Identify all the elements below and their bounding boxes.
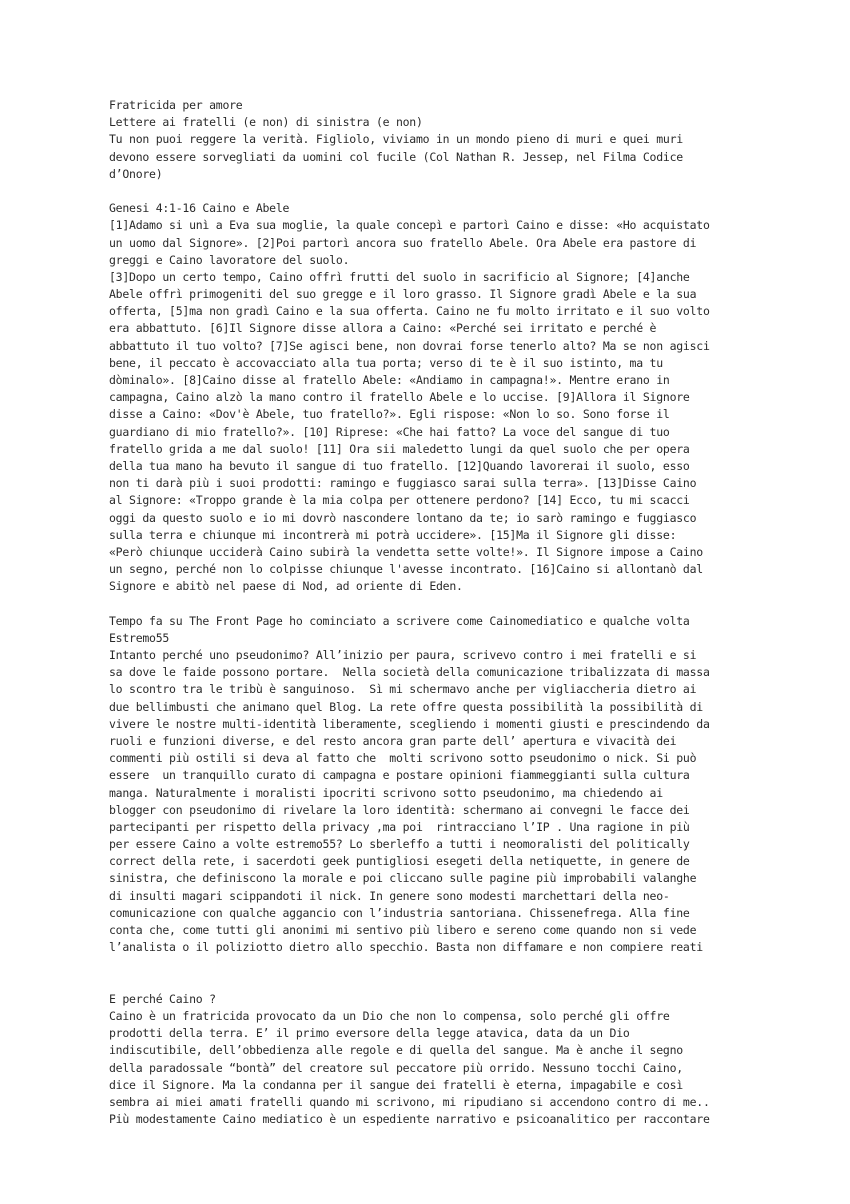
text-line: al Signore: «Troppo grande è la mia colpa per ottenere perdono? [14] Ecco, tu mi scacci [109, 493, 690, 508]
text-line: comunicazione con qualche aggancio con l’industria santoriana. Chissenefrega. Alla fine [109, 905, 690, 920]
paragraph-gap [109, 956, 749, 990]
text-line: blogger con pseudonimo di rivelare la loro identità: schermano ai convegni le facce dei [109, 802, 690, 817]
paragraph-gap [109, 183, 749, 200]
text-line: Abele offrì primogeniti del suo gregge e il loro grasso. Il Signore gradì Abele e la sua [109, 287, 697, 302]
text-line: abbattuto il tuo volto? [7]Se agisci bene, non dovrai forse tenerlo alto? Ma se non agisci [109, 338, 710, 353]
text-line: Più modestamente Caino mediatico è un espediente narrativo e psicoanalitico per raccontare [109, 1112, 710, 1127]
text-line: ruoli e funzioni diverse, e del resto ancora gran parte dell’ apertura e vivacità dei [109, 733, 677, 748]
text-line: [3]Dopo un certo tempo, Caino offrì frutti del suolo in sacrificio al Signore; [4]anche [109, 269, 690, 284]
text-line: della tua mano ha bevuto il sangue di tuo fratello. [12]Quando lavorerai il suolo, esso [109, 458, 690, 473]
epigraph-line: Tu non puoi reggere la verità. Figliolo, viviamo in un mondo pieno di muri e quei muri [109, 132, 683, 147]
text-line: l’analista o il poliziotto dietro allo specchio. Basta non diffamare e non compiere reati [109, 940, 703, 955]
paragraph-gap [109, 595, 749, 612]
section-heading: Genesi 4:1-16 Caino e Abele [109, 201, 290, 216]
document-title: Fratricida per amore [109, 98, 243, 112]
text-line: campagna, Caino alzò la mano contro il fratello Abele e lo uccise. [9]Allora il Signore [109, 390, 690, 405]
text-line: Caino è un fratricida provocato da un Dio che non lo compensa, solo perché gli offre [109, 1008, 670, 1023]
text-line: era abbattuto. [6]Il Signore disse allora a Caino: «Perché sei irritato e perché è [109, 321, 657, 336]
text-line: correct della rete, i sacerdoti geek puntigliosi esegeti della netiquette, in genere de [109, 854, 690, 869]
text-line: commenti più ostili si deva al fatto che molti scrivono sotto pseudonimo o nick. Si può [109, 751, 697, 766]
text-line: greggi e Caino lavoratore del suolo. [109, 252, 350, 267]
text-line: dice il Signore. Ma la condanna per il sangue dei fratelli è eterna, impagabile e così [109, 1077, 683, 1092]
text-line: partecipanti per rispetto della privacy ,ma poi rintracciano l’IP . Una ragione in più [109, 819, 690, 834]
text-line: bene, il peccato è accovacciato alla tua porta; verso di te è il suo istinto, ma tu [109, 355, 663, 370]
text-line: conta che, come tutti gli anonimi mi sentivo più libero e sereno come quando non si vede [109, 923, 697, 937]
text-line: disse a Caino: «Dov'è Abele, tuo fratello?». Egli rispose: «Non lo so. Sono forse il [109, 407, 670, 422]
caino-section [109, 991, 749, 1129]
text-line: due bellimbusti che animano quel Blog. La rete offre questa possibilità la possibilità di [109, 699, 703, 714]
text-line: offerta, [5]ma non gradì Caino e la sua offerta. Caino ne fu molto irritato e il suo volto [109, 304, 710, 319]
text-line: sa dove le faide possono portare. Nella società della comunicazione tribalizzata di massa [109, 665, 710, 680]
genesis-section [109, 200, 749, 595]
text-line: un segno, perché non lo colpisse chiunque l'avesse incontrato. [16]Caino si allontanò dal [109, 562, 703, 577]
text-line: guardiano di mio fratello?». [10] Riprese: «Che hai fatto? La voce del sangue di tuo [109, 424, 670, 439]
text-line: sembra ai miei amati fratelli quando mi scrivono, mi ripudiano si accendono contro di me.. [109, 1094, 710, 1109]
text-line: dòminalo». [8]Caino disse al fratello Abele: «Andiamo in campagna!». Mentre erano in [109, 373, 670, 387]
text-line: Signore e abitò nel paese di Nod, ad oriente di Eden. [109, 579, 463, 594]
text-line: fratello grida a me dal suolo! [11] Ora sii maledetto lungi da quel suolo che per opera [109, 441, 690, 456]
document-subtitle: Lettere ai fratelli (e non) di sinistra (e non) [109, 115, 423, 130]
text-line: sinistra, che definiscono la morale e poi cliccano sulle pagine più improbabili valanghe [109, 871, 697, 886]
text-line: Tempo fa su The Front Page ho cominciato a scrivere come Cainomediatico e qualche volta [109, 613, 690, 628]
text-line: oggi da questo suolo e io mi dovrò nascondere lontano da te; io sarò ramingo e fuggiasco [109, 510, 697, 525]
epigraph-line: devono essere sorvegliati da uomini col fucile (Col Nathan R. Jessep, nel Filma Codice [109, 149, 683, 164]
text-line: lo scontro tra le tribù è sanguinoso. Sì mi schermavo anche per vigliaccheria dietro ai [109, 682, 697, 697]
text-line: vivere le nostre multi-identità liberamente, scegliendo i momenti giusti e prescindendo da [109, 716, 710, 731]
text-line: non ti darà più i suoi prodotti: ramingo e fuggiasco sarai sulla terra». [13]Disse Caino [109, 476, 697, 491]
text-line: essere un tranquillo curato di campagna e postare opinioni fiammeggianti sulla cultura [109, 768, 690, 783]
text-line: un uomo dal Signore». [2]Poi partorì ancora suo fratello Abele. Ora Abele era pastore di [109, 235, 697, 250]
text-line: Intanto perché uno pseudonimo? All’inizio per paura, scrivevo contro i mei fratelli e si [109, 648, 697, 662]
text-line: sulla terra e chiunque mi incontrerà mi potrà uccidere». [15]Ma il Signore gli disse: [109, 527, 677, 542]
text-line: della paradossale “bontà” del creatore sul peccatore più orrido. Nessuno tocchi Caino, [109, 1060, 683, 1075]
text-line: indiscutibile, dell’obbedienza alle regole e di quella del sangue. Ma è anche il segno [109, 1043, 683, 1058]
title-block [109, 97, 749, 183]
text-line: di insulti magari scippandoti il nick. In genere sono modesti marchettari della neo- [109, 888, 670, 903]
pseudonym-section [109, 613, 749, 957]
text-line: prodotti della terra. E’ il primo eversore della legge atavica, data da un Dio [109, 1026, 630, 1041]
text-line: per essere Caino a volte estremo55? Lo sberleffo a tutti i neomoralisti del politically [109, 837, 690, 852]
document-body [109, 97, 749, 1128]
text-line: [1]Adamo si unì a Eva sua moglie, la quale concepì e partorì Caino e disse: «Ho acquistato [109, 218, 710, 233]
text-line: «Però chiunque ucciderà Caino subirà la vendetta sette volte!». Il Signore impose a Caino [109, 544, 703, 559]
text-line: manga. Naturalmente i moralisti ipocriti scrivono sotto pseudonimo, ma chiedendo ai [109, 785, 663, 800]
epigraph-line: d’Onore) [109, 166, 163, 181]
section-heading: E perché Caino ? [109, 991, 216, 1006]
text-line: Estremo55 [109, 630, 170, 645]
